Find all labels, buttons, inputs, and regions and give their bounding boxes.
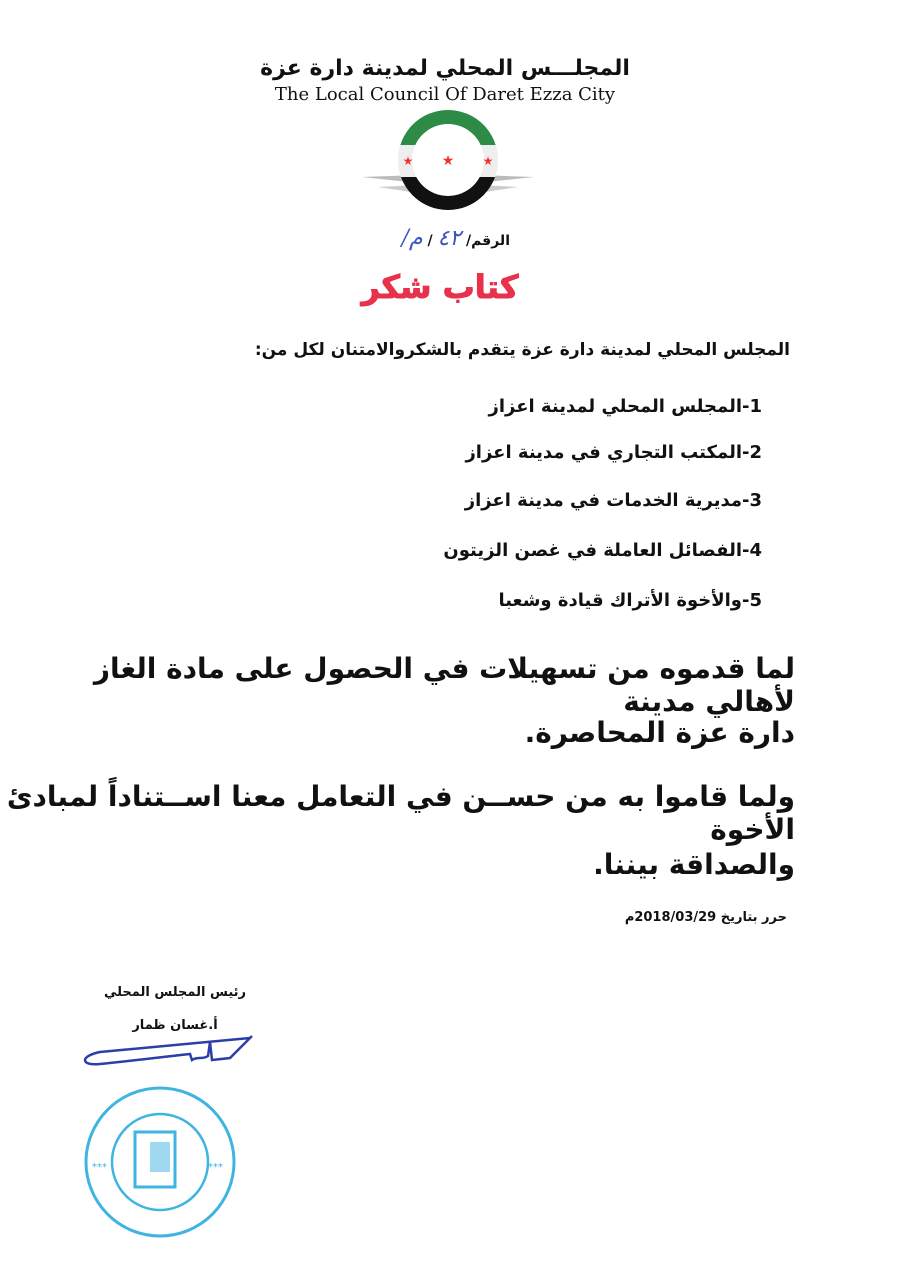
body-line: دارة عزة المحاصرة. — [524, 716, 795, 749]
document-title: كتاب شكر — [361, 268, 519, 306]
signatory-name: أ.غسان ظمار — [132, 1018, 218, 1033]
council-logo — [358, 105, 538, 215]
list-item: 1-المجلس المحلي لمدينة اعزاز — [488, 396, 762, 417]
issue-date: حرر بتاريخ 2018/03/29م — [624, 910, 787, 925]
svg-text:★: ★ — [402, 154, 414, 168]
signatory-title: رئيس المجلس المحلي — [103, 985, 247, 1000]
list-item: 3-مديرية الخدمات في مدينة اعزاز — [464, 490, 762, 511]
list-item: 2-المكتب التجاري في مدينة اعزاز — [465, 442, 762, 463]
svg-text:***: *** — [92, 1162, 107, 1173]
reference-number: الرقم/ ٤٢ / م/ — [401, 226, 510, 251]
body-line: والصداقة بيننا. — [593, 848, 795, 881]
svg-text:***: *** — [208, 1162, 223, 1173]
list-item: 4-الفصائل العاملة في غصن الزيتون — [443, 540, 762, 561]
body-line: لما قدموه من تسهيلات في الحصول على مادة الغاز لأهالي مدينة — [93, 652, 795, 718]
svg-text:★: ★ — [441, 153, 455, 169]
intro-text: المجلس المحلي لمدينة دارة عزة يتقدم بالشكروالامتنان لكل من: — [254, 340, 790, 360]
reference-label: الرقم/ — [465, 233, 510, 249]
svg-text:★: ★ — [482, 154, 494, 168]
council-english-name: The Local Council Of Daret Ezza City — [274, 84, 616, 105]
reference-handwritten-suffix: م/ — [401, 226, 423, 251]
reference-handwritten-number: ٤٢ — [437, 226, 462, 251]
official-stamp — [80, 1082, 240, 1242]
council-arabic-name: المجلـــس المحلي لمدينة دارة عزة — [260, 56, 630, 81]
body-line: ولما قاموا به من حســن في التعامل معنا اســتناداً لمبادئ الأخوة — [6, 780, 795, 846]
list-item: 5-والأخوة الأتراك قيادة وشعبا — [498, 590, 762, 611]
handwritten-signature — [80, 1030, 260, 1075]
